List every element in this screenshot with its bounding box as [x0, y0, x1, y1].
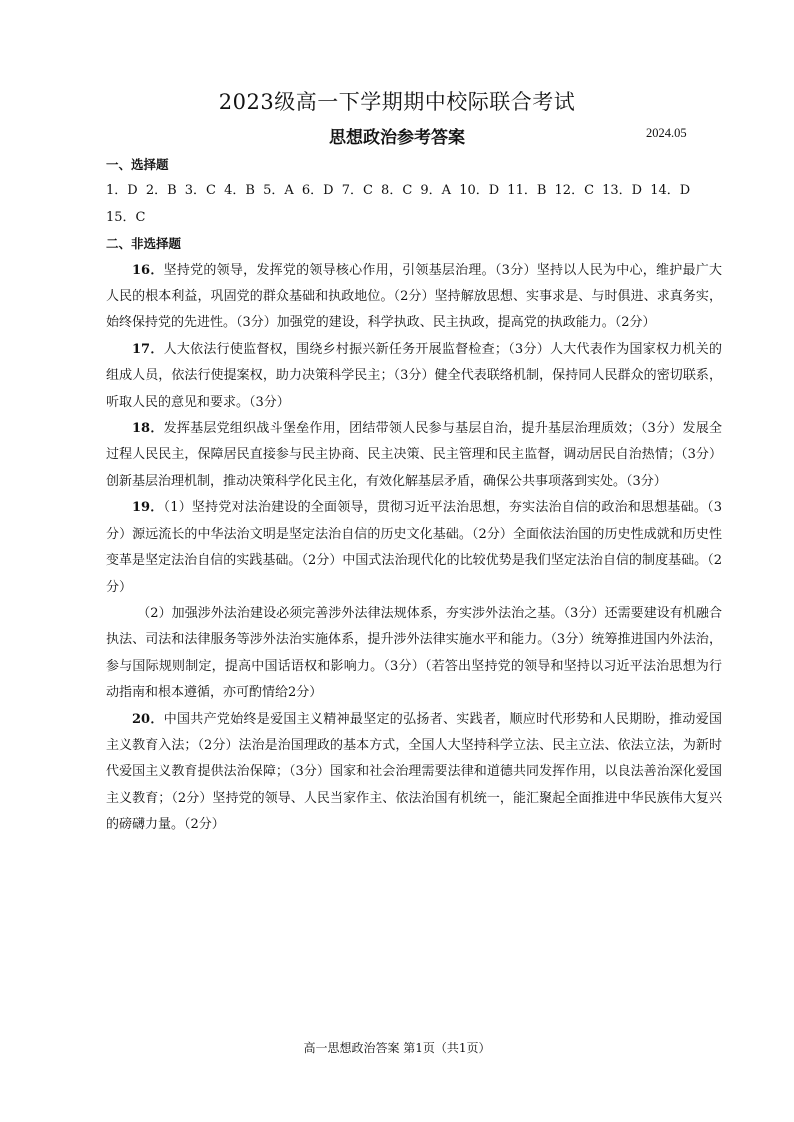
section-heading-non-choice: 二、非选择题 — [106, 236, 182, 252]
question-number: 16． — [132, 262, 164, 278]
question-number: 18． — [132, 421, 164, 437]
answer-q16 — [106, 258, 722, 337]
page-subtitle: 思想政治参考答案 — [329, 128, 465, 148]
section-heading-choice: 一、选择题 — [106, 157, 169, 172]
answer-text: 人大依法行使监督权，围绕乡村振兴新任务开展监督检查；（3分）人大代表作为国家权力机关的组成人员，依法行使提案权，助力决策科学民主；（3分）健全代表联络机制，保持同人民群众的密切联系，听取人民的意见和要求。（3分） — [106, 341, 723, 410]
question-number: 20． — [132, 711, 164, 727]
page-footer: 高一思想政治答案 第1页（共1页） — [303, 1041, 491, 1055]
page-title: 2023级高一下学期期中校际联合考试 — [218, 90, 576, 114]
answer-text: 发挥基层党组织战斗堡垒作用，团结带领人民参与基层自治，提升基层治理质效；（3分）发展全过程人民民主，保障居民直接参与民主协商、民主决策、民主管理和民主监督，调动居民自治热情；（3分）创新基层治理机制，推动决策科学化民主化，有效化解基层矛盾，确保公共事项落到实处。（3分） — [106, 421, 723, 489]
answer-q17 — [106, 337, 722, 416]
answer-text: 中国共产党始终是爱国主义精神最坚定的弘扬者、实践者，顺应时代形势和人民期盼，推动爱国主义教育入法；（2分）法治是治国理政的基本方式，全国人大坚持科学立法、民主立法、依法立法，为新时代爱国主义教育提供法治保障；（3分）国家和社会治理需要法律和道德共同发挥作用，以良法善治深化爱国主义教育；（2分）坚持党的领导、人民当家作主、依法治国有机统一，能汇聚起全面推进中华民族伟大复兴的磅礴力量。（2分） — [106, 711, 722, 833]
answer-text: 坚持党的领导，发挥党的领导核心作用，引领基层治理。（3分）坚持以人民为中心，维护最广大人民的根本利益，巩固党的群众基础和执政地位。（2分）坚持解放思想、实事求是、与时俱进、求真务实，始终保持党的先进性。（3分）加强党的建设，科学执政、民主执政，提高党的执政能力。（2分） — [106, 262, 723, 331]
choice-answers-line-1: 1．D 2．B 3．C 4．B 5．A 6．D 7．C 8．C 9．A 10．D 11．B 12．C 13．D 14．D — [106, 183, 691, 199]
answer-q19-part1 — [106, 495, 722, 601]
answer-q18 — [106, 416, 722, 495]
question-number: 17． — [132, 341, 164, 357]
answer-text: （1）坚持党对法治建设的全面领导，贯彻习近平法治思想，夯实法治自信的政治和思想基础。（3分）源远流长的中华法治文明是坚定法治自信的历史文化基础。（2分）全面依法治国的历史性成就和历史性变革是坚定法治自信的实践基础。（2分）中国式法治现代化的比较优势是我们坚定法治自信的制度基础。（2分） — [106, 500, 723, 595]
answer-q20 — [106, 707, 722, 839]
answer-q19-part2 — [106, 601, 722, 707]
exam-date: 2024.05 — [646, 126, 687, 140]
choice-answers-line-2: 15．C — [106, 209, 146, 225]
subtitle-row — [0, 123, 794, 148]
question-number: 19． — [132, 500, 164, 516]
answer-text: （2）加强涉外法治建设必须完善涉外法律法规体系，夯实涉外法治之基。（3分）还需要建设有机融合执法、司法和法律服务等涉外法治实施体系，提升涉外法律实施水平和能力。（3分）统筹推进国内外法治，参与国际规则制定，提高中国话语权和影响力。（3分）（若答出坚持党的领导和坚持以习近平法治思想为行动指南和根本遵循，亦可酌情给2分） — [106, 605, 722, 701]
answer-body — [106, 152, 722, 839]
